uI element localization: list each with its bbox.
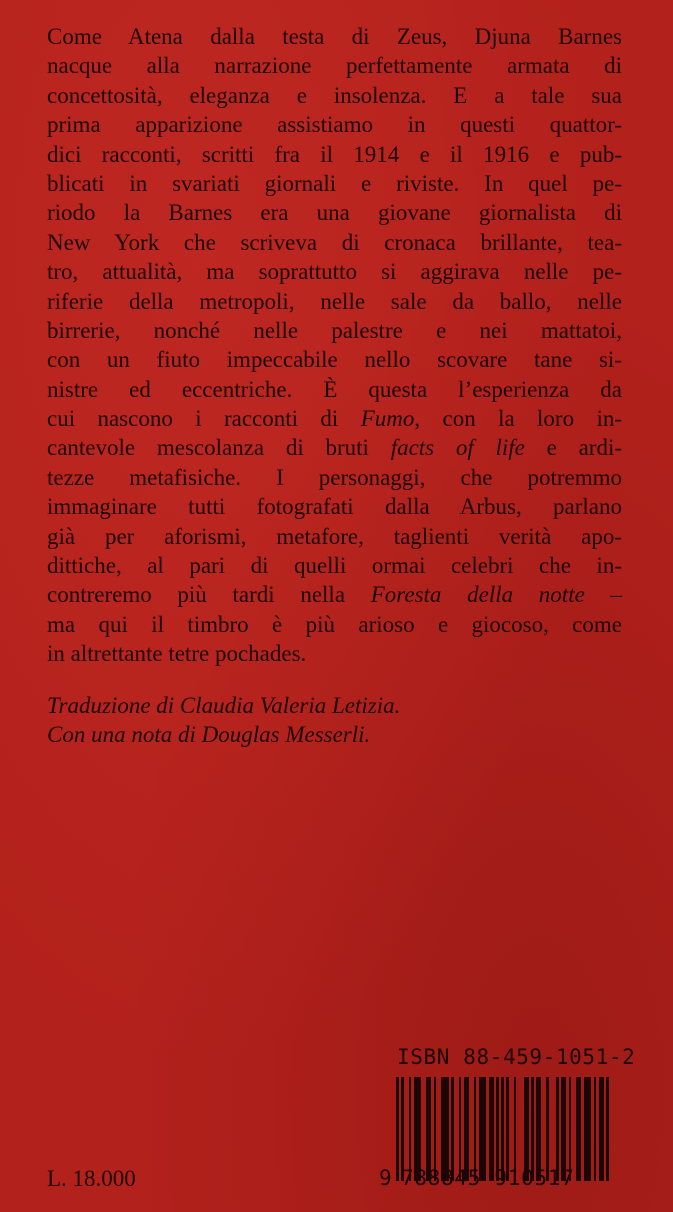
title-foresta-della-notte: Foresta della notte [370,582,585,608]
title-fumo: Fumo [360,406,415,432]
blurb-line: nacque alla narrazione perfettamente armata di [47,53,622,79]
blurb-line-text: contreremo più tardi nella [47,582,371,608]
blurb-line: birrerie, nonché nelle palestre e nei mattatoi, [47,317,622,343]
blurb-line [47,580,622,609]
blurb-line: con un fiuto impeccabile nello scovare tane si- [47,347,622,373]
phrase-facts-of-life: facts of life [390,435,525,461]
blurb-line-text: – [584,582,622,608]
ean-digits: 788845 910517 [401,1166,575,1190]
blurb-line: in altrettante tetre pochades. [47,641,307,667]
blurb-line-text: cui nascono i racconti di [47,406,361,432]
blurb-line-text: , con la loro in- [414,406,623,432]
blurb-line: ma qui il timbro è più arioso e giocoso, come [47,611,622,637]
price: L. 18.000 [47,1166,136,1191]
translation-credit: Traduzione di Claudia Valeria Letizia. [47,693,401,718]
blurb-line: già per aforismi, metafore, taglienti verità apo- [47,523,622,549]
blurb-line: New York che scriveva di cronaca brillante, tea- [47,229,622,255]
blurb-line: tro, attualità, ma soprattutto si aggirava nelle pe- [47,259,622,285]
blurb-line [47,404,622,433]
blurb-line: tezze metafisiche. I personaggi, che potremmo [47,464,622,490]
blurb-line: blicati in svariati giornali e riviste. In quel pe- [47,170,622,196]
barcode [382,1077,627,1212]
blurb-line: riodo la Barnes era una giovane giornalista di [47,200,622,226]
ean-lead-digit: 9 [379,1166,392,1190]
blurb-line: nistre ed eccentriche. È questa l’esperienza da [47,376,622,402]
blurb-line [47,433,622,462]
blurb-line: Come Atena dalla testa di Zeus, Djuna Barnes [47,24,622,49]
blurb-text [47,22,622,669]
credits [47,691,622,750]
isbn-number: ISBN 88-459-1051-2 [397,1045,636,1069]
blurb-line: prima apparizione assistiamo in questi quattor- [47,112,622,138]
blurb-line: concettosità, eleganza e insolenza. E a tale sua [47,82,622,108]
blurb-line: dici racconti, scritti fra il 1914 e il 1916 e pub- [47,141,622,167]
note-credit: Con una nota di Douglas Messerli. [47,722,371,748]
blurb-line-text: cantevole mescolanza di bruti [47,435,391,461]
blurb-line: riferie della metropoli, nelle sale da ballo, nelle [47,288,622,314]
blurb-line: immaginare tutti fotografati dalla Arbus, parlano [47,494,622,520]
blurb-line-text: e ardi- [524,435,622,461]
blurb-line: dittiche, al pari di quelli ormai celebri che in- [47,553,622,579]
